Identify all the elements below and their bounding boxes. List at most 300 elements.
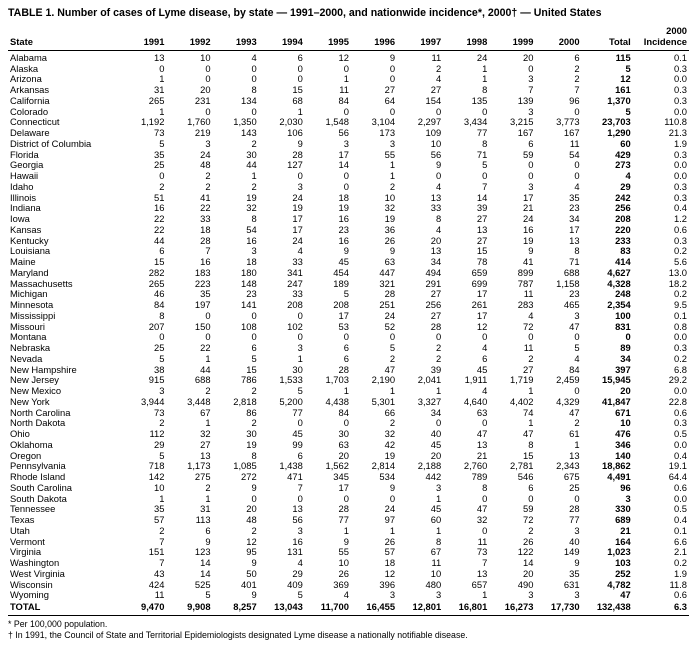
- case-count: 11: [523, 289, 534, 300]
- incidence-value: 0.6: [673, 482, 687, 493]
- case-count: 3,773: [556, 117, 580, 128]
- state-name: Mississippi: [10, 310, 56, 321]
- case-count: 131: [287, 547, 303, 558]
- case-count: 95: [246, 547, 257, 558]
- case-count: 20: [523, 568, 534, 579]
- case-count: 0: [574, 386, 580, 397]
- case-count: 5,301: [371, 396, 396, 407]
- case-count: 447: [379, 267, 396, 278]
- case-count: 9: [389, 482, 396, 493]
- case-count: 0: [343, 106, 349, 117]
- case-count: 29: [154, 439, 165, 450]
- case-count: 67: [430, 547, 442, 558]
- case-count: 6: [528, 138, 534, 149]
- case-count: 9,908: [166, 601, 212, 615]
- case-count: 73: [154, 407, 165, 418]
- case-count: 4: [482, 343, 488, 354]
- table-row: [8, 472, 689, 483]
- case-count: 3: [435, 590, 442, 601]
- case-count: 31: [200, 504, 211, 515]
- case-count: 33: [200, 214, 211, 225]
- state-name: North Dakota: [10, 418, 66, 429]
- case-count: 84: [338, 407, 349, 418]
- table-row: [8, 408, 689, 419]
- case-count: 74: [523, 407, 534, 418]
- case-count: 77: [292, 407, 303, 418]
- case-count: 30: [246, 149, 257, 160]
- incidence-value: 11.8: [669, 579, 687, 590]
- case-count: 35: [569, 192, 580, 203]
- incidence-value: 0.0: [673, 160, 687, 171]
- case-count: 167: [563, 128, 580, 139]
- table-row: [8, 322, 689, 333]
- state-name: Kentucky: [10, 235, 49, 246]
- case-count: 64: [384, 95, 396, 106]
- table-body: [8, 50, 689, 615]
- case-count: 46: [154, 289, 165, 300]
- case-count: 30: [338, 429, 349, 440]
- state-name: Nebraska: [10, 343, 51, 354]
- case-count: 13: [476, 439, 488, 450]
- case-count: 20: [200, 85, 211, 96]
- case-count: 15: [476, 246, 488, 257]
- case-count: 16: [292, 536, 303, 547]
- case-count: 1: [205, 418, 211, 429]
- case-count: 16: [200, 257, 211, 268]
- case-count: 2: [251, 181, 257, 192]
- case-count: 71: [476, 149, 488, 160]
- case-count: 34: [430, 257, 442, 268]
- case-count: 197: [194, 300, 211, 311]
- case-count: 718: [148, 461, 165, 472]
- case-count: 0: [251, 332, 257, 343]
- case-count: 6: [343, 353, 349, 364]
- total-cases: 689: [615, 515, 631, 526]
- case-count: 0: [251, 63, 257, 74]
- case-count: 2,459: [556, 375, 580, 386]
- case-count: 534: [379, 472, 396, 483]
- case-count: 25: [154, 343, 165, 354]
- case-count: 282: [148, 267, 165, 278]
- case-count: 27: [523, 364, 534, 375]
- incidence-value: 22.8: [668, 396, 687, 407]
- incidence-value: 0.3: [673, 95, 687, 106]
- incidence-value: 0.0: [673, 106, 687, 117]
- case-count: 5,200: [279, 396, 303, 407]
- case-count: 2: [574, 74, 580, 85]
- case-count: 24: [384, 504, 396, 515]
- total-cases: 1,290: [607, 128, 631, 139]
- case-count: 35: [154, 504, 165, 515]
- case-count: 41: [200, 192, 211, 203]
- case-count: 24: [292, 235, 303, 246]
- incidence-value: 1.9: [673, 568, 687, 579]
- case-count: 0: [297, 171, 303, 182]
- table-row: [8, 386, 689, 397]
- case-count: 0: [251, 74, 257, 85]
- total-cases: 34: [620, 353, 631, 364]
- case-count: 424: [148, 579, 165, 590]
- case-count: 17: [338, 482, 349, 493]
- state-name: Georgia: [10, 160, 44, 171]
- case-count: 2,297: [417, 117, 442, 128]
- case-count: 0: [205, 106, 211, 117]
- case-count: 35: [154, 149, 165, 160]
- case-count: 38: [154, 364, 165, 375]
- case-count: 7: [205, 246, 211, 257]
- case-count: 52: [384, 321, 396, 332]
- case-count: 4: [574, 181, 580, 192]
- case-count: 0: [482, 418, 488, 429]
- case-count: 44: [154, 235, 165, 246]
- case-count: 291: [425, 278, 442, 289]
- case-count: 4: [482, 386, 488, 397]
- case-count: 7: [159, 536, 165, 547]
- case-count: 0: [297, 332, 303, 343]
- case-count: 4: [297, 246, 303, 257]
- case-count: 0: [389, 493, 396, 504]
- case-count: 3: [528, 590, 534, 601]
- case-count: 40: [569, 536, 580, 547]
- case-count: 3,215: [509, 117, 534, 128]
- case-count: 24: [292, 192, 303, 203]
- total-cases: 1,370: [607, 95, 631, 106]
- table-row: [8, 547, 689, 558]
- table-row: [8, 171, 689, 182]
- case-count: 19: [246, 192, 257, 203]
- case-count: 0: [482, 525, 488, 536]
- case-count: 0: [159, 63, 165, 74]
- incidence-value: 21.3: [668, 128, 687, 139]
- case-count: 2: [251, 525, 257, 536]
- case-count: 3: [389, 590, 396, 601]
- case-count: 5: [297, 386, 303, 397]
- case-count: 0: [482, 332, 488, 343]
- case-count: 59: [523, 504, 534, 515]
- table-row: [8, 311, 689, 322]
- state-name: Wyoming: [10, 590, 49, 601]
- case-count: 55: [384, 149, 396, 160]
- total-cases: 4,328: [607, 278, 631, 289]
- case-count: 21: [523, 203, 534, 214]
- case-count: 18: [246, 257, 257, 268]
- total-cases: 18,862: [602, 461, 631, 472]
- case-count: 0: [343, 181, 349, 192]
- case-count: 5: [205, 590, 211, 601]
- case-count: 73: [154, 128, 165, 139]
- case-count: 54: [569, 149, 580, 160]
- footnote-notifiable-disease: † In 1991, the Council of State and Territorial Epidemiologists designated Lyme disease a nationally notifiable disease.: [8, 629, 468, 640]
- state-name: District of Columbia: [10, 138, 92, 149]
- case-count: 2: [574, 63, 580, 74]
- footnotes: [8, 619, 689, 641]
- state-name: North Carolina: [10, 407, 71, 418]
- case-count: 454: [333, 267, 349, 278]
- state-name: Minnesota: [10, 300, 54, 311]
- case-count: 78: [476, 257, 488, 268]
- incidence-value: 29.2: [668, 375, 687, 386]
- case-count: 2: [205, 171, 211, 182]
- case-count: 471: [287, 472, 303, 483]
- total-cases: 15,945: [602, 375, 631, 386]
- case-count: 32: [200, 429, 211, 440]
- case-count: 27: [430, 310, 442, 321]
- incidence-value: 0.1: [673, 525, 687, 536]
- case-count: 26: [523, 536, 534, 547]
- total-cases: 21: [620, 525, 631, 536]
- total-cases: 220: [615, 224, 631, 235]
- incidence-value: 0.1: [673, 51, 687, 63]
- case-count: 1: [435, 525, 442, 536]
- case-count: 3: [528, 181, 534, 192]
- incidence-value: 0.4: [673, 450, 687, 461]
- total-cases: 12: [620, 74, 631, 85]
- case-count: 109: [425, 128, 442, 139]
- case-count: 13: [200, 450, 211, 461]
- case-count: 442: [425, 472, 442, 483]
- case-count: 0: [528, 160, 534, 171]
- case-count: 2: [251, 418, 257, 429]
- case-count: 60: [430, 515, 442, 526]
- incidence-value: 0.3: [673, 181, 687, 192]
- case-count: 45: [292, 429, 303, 440]
- table-row: [8, 580, 689, 591]
- case-count: 4: [528, 310, 534, 321]
- table-row: [8, 150, 689, 161]
- case-count: 15: [292, 85, 303, 96]
- column-header: 1991: [120, 26, 166, 50]
- state-name: Idaho: [10, 181, 34, 192]
- case-count: 0: [251, 310, 257, 321]
- case-count: 3: [574, 590, 580, 601]
- case-count: 1: [205, 353, 211, 364]
- total-cases: 89: [620, 343, 631, 354]
- case-count: 28: [338, 504, 349, 515]
- footnote-per-population: * Per 100,000 population.: [8, 618, 108, 629]
- case-count: 17: [476, 310, 488, 321]
- column-header-state: State: [8, 26, 120, 50]
- case-count: 6: [574, 51, 580, 63]
- case-count: 47: [569, 407, 580, 418]
- state-name: Nevada: [10, 353, 43, 364]
- case-count: 20: [430, 450, 442, 461]
- case-count: 369: [333, 579, 349, 590]
- incidence-value: 0.6: [673, 407, 687, 418]
- case-count: 1: [482, 63, 488, 74]
- case-count: 3: [574, 525, 580, 536]
- table-row: [8, 214, 689, 225]
- state-name: California: [10, 95, 50, 106]
- case-count: 0: [297, 74, 303, 85]
- case-count: 1,533: [279, 375, 303, 386]
- incidence-value: 6.8: [673, 364, 687, 375]
- case-count: 45: [430, 504, 442, 515]
- case-count: 43: [154, 568, 165, 579]
- case-count: 63: [384, 257, 396, 268]
- case-count: 0: [297, 418, 303, 429]
- total-cases: 397: [615, 364, 631, 375]
- case-count: 27: [200, 439, 211, 450]
- case-count: 47: [476, 429, 488, 440]
- case-count: 11: [431, 558, 442, 569]
- incidence-value: 0.3: [673, 192, 687, 203]
- case-count: 1: [159, 74, 165, 85]
- table-row: [8, 461, 689, 472]
- incidence-value: 0.3: [673, 235, 687, 246]
- case-count: 9,470: [120, 601, 166, 615]
- case-count: 77: [338, 515, 349, 526]
- case-count: 84: [569, 364, 580, 375]
- state-name: Montana: [10, 332, 47, 343]
- case-count: 77: [476, 128, 488, 139]
- case-count: 20: [338, 450, 349, 461]
- case-count: 11: [523, 343, 534, 354]
- case-count: 23: [338, 224, 349, 235]
- state-name: Utah: [10, 525, 30, 536]
- case-count: 17: [338, 149, 349, 160]
- case-count: 3: [297, 181, 303, 192]
- table-row: [8, 128, 689, 139]
- column-header: 1995: [305, 26, 351, 50]
- case-count: 2: [435, 353, 442, 364]
- case-count: 25: [154, 160, 165, 171]
- case-count: 0: [435, 332, 442, 343]
- case-count: 149: [563, 547, 580, 558]
- case-count: 4,640: [463, 396, 488, 407]
- case-count: 789: [471, 472, 488, 483]
- case-count: 0: [528, 63, 534, 74]
- case-count: 11: [477, 536, 488, 547]
- table-header: [8, 26, 689, 50]
- incidence-value: 0.1: [673, 310, 687, 321]
- case-count: 2: [205, 482, 211, 493]
- case-count: 35: [200, 289, 211, 300]
- case-count: 265: [148, 278, 165, 289]
- case-count: 9: [389, 246, 396, 257]
- state-name: South Dakota: [10, 493, 67, 504]
- case-count: 66: [384, 407, 396, 418]
- case-count: 139: [517, 95, 534, 106]
- case-count: 5: [159, 138, 165, 149]
- case-count: 1: [435, 386, 442, 397]
- table-row: [8, 504, 689, 515]
- state-name: Virginia: [10, 547, 42, 558]
- state-name: Hawaii: [10, 171, 39, 182]
- case-count: 4: [435, 74, 442, 85]
- case-count: 2: [205, 386, 211, 397]
- case-count: 19: [246, 439, 257, 450]
- case-count: 659: [471, 267, 488, 278]
- case-count: 151: [148, 547, 165, 558]
- total-cases: 346: [615, 439, 631, 450]
- total-cases: 414: [615, 257, 631, 268]
- case-count: 5: [389, 343, 396, 354]
- case-count: 9: [251, 590, 257, 601]
- case-count: 24: [523, 214, 534, 225]
- state-name: South Carolina: [10, 482, 73, 493]
- state-name: Pennsylvania: [10, 461, 66, 472]
- incidence-value: 9.5: [673, 300, 687, 311]
- case-count: 47: [569, 321, 580, 332]
- case-count: 55: [338, 547, 349, 558]
- case-count: 8: [435, 214, 442, 225]
- table-row: [8, 182, 689, 193]
- case-count: 0: [205, 332, 211, 343]
- total-cases: 96: [620, 482, 631, 493]
- case-count: 2,188: [417, 461, 442, 472]
- case-count: 44: [200, 364, 211, 375]
- case-count: 22: [200, 343, 211, 354]
- case-count: 57: [154, 515, 165, 526]
- case-count: 1: [297, 353, 303, 364]
- incidence-value: 0.0: [673, 171, 687, 182]
- table-row: [8, 74, 689, 85]
- case-count: 51: [154, 192, 165, 203]
- case-count: 16: [246, 235, 257, 246]
- column-header: 2000: [535, 26, 581, 50]
- case-count: 14: [476, 192, 488, 203]
- table-row: [8, 257, 689, 268]
- case-count: 84: [338, 95, 349, 106]
- case-count: 1: [159, 106, 165, 117]
- case-count: 341: [287, 267, 303, 278]
- case-count: 401: [241, 579, 257, 590]
- case-count: 154: [425, 95, 442, 106]
- state-name: Texas: [10, 515, 35, 526]
- table-row: [8, 203, 689, 214]
- case-count: 1,548: [325, 117, 349, 128]
- table-row: [8, 494, 689, 505]
- case-count: 57: [384, 547, 396, 558]
- case-count: 8: [482, 482, 488, 493]
- case-count: 546: [517, 472, 534, 483]
- incidence-value: 64.4: [668, 472, 687, 483]
- case-count: 167: [517, 128, 534, 139]
- case-count: 494: [425, 267, 442, 278]
- case-count: 0: [389, 63, 396, 74]
- case-count: 1,719: [509, 375, 534, 386]
- case-count: 16: [523, 224, 534, 235]
- case-count: 23: [569, 289, 580, 300]
- case-count: 786: [241, 375, 257, 386]
- case-count: 4: [435, 181, 442, 192]
- case-count: 19: [384, 214, 396, 225]
- case-count: 1,350: [233, 117, 257, 128]
- column-header-incidence: [633, 26, 689, 50]
- case-count: 23: [246, 289, 257, 300]
- case-count: 26: [384, 536, 396, 547]
- total-cases: 208: [615, 214, 631, 225]
- total-cases: 4,782: [607, 579, 631, 590]
- case-count: 4: [297, 558, 303, 569]
- case-count: 10: [384, 192, 396, 203]
- case-count: 189: [333, 278, 349, 289]
- case-count: 99: [292, 439, 303, 450]
- case-count: 24: [200, 149, 211, 160]
- case-count: 1,760: [187, 117, 211, 128]
- case-count: 2: [389, 418, 396, 429]
- incidence-value: 0.3: [673, 149, 687, 160]
- case-count: 32: [246, 203, 257, 214]
- case-count: 2: [159, 525, 165, 536]
- table-row: [8, 64, 689, 75]
- case-count: 54: [246, 224, 257, 235]
- case-count: 3: [343, 138, 349, 149]
- case-count: 2: [159, 418, 165, 429]
- case-count: 4: [343, 590, 349, 601]
- incidence-value: 0.2: [673, 558, 687, 569]
- case-count: 30: [292, 364, 303, 375]
